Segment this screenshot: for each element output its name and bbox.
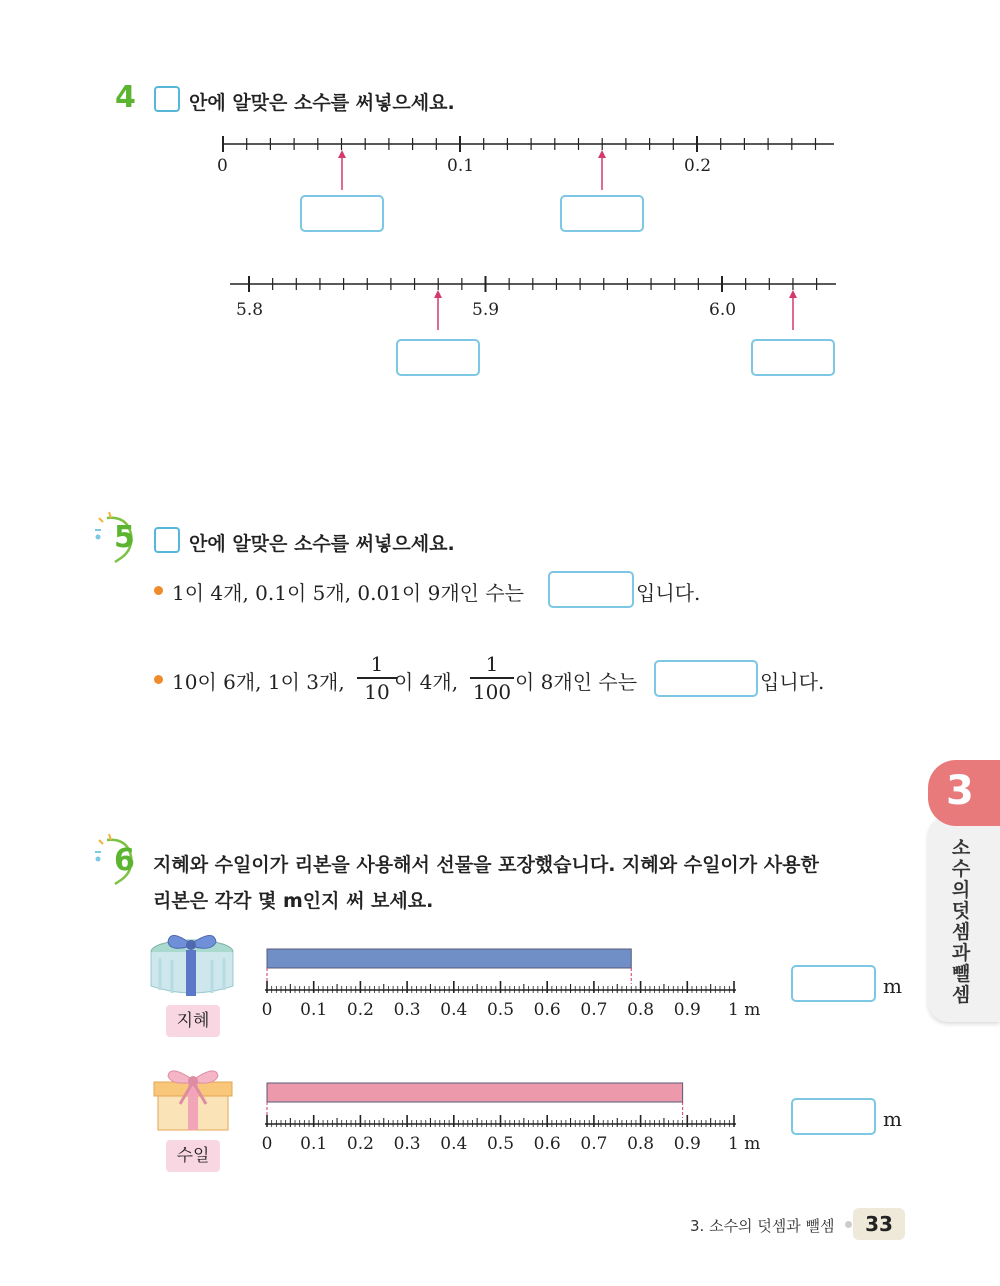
q5-item-2-part1: 10이 6개, 1이 3개, xyxy=(172,670,345,694)
ruler-tick-label: 0.8 xyxy=(627,1000,655,1020)
unit-label: m xyxy=(883,974,902,998)
question-4-number: 4 xyxy=(115,80,136,115)
ruler-tick-label: 0.3 xyxy=(393,1000,421,1020)
ruler-tick-label: 0.3 xyxy=(393,1134,421,1154)
ruler-tick-label: 0 xyxy=(261,1134,273,1154)
chapter-number: 3 xyxy=(946,768,974,814)
ruler-tick-label: 1 m xyxy=(728,1000,761,1020)
pointer-arrowhead xyxy=(434,290,442,298)
footer-chapter-text: 3. 소수의 덧셈과 뺄셈 xyxy=(690,1217,835,1235)
ribbon-bar xyxy=(267,1083,683,1102)
number-line-1-label: 0.1 xyxy=(447,156,475,176)
number-line-2-label: 6.0 xyxy=(709,300,737,320)
q5-item-1-suffix: 입니다. xyxy=(636,581,701,605)
q5-item-2-suffix: 입니다. xyxy=(760,670,825,694)
ribbon-bar xyxy=(267,949,631,968)
q5-answer-box-1[interactable] xyxy=(548,571,634,608)
ruler-tick-label: 0.1 xyxy=(300,1000,328,1020)
blank-box-icon xyxy=(154,527,180,553)
blank-box-icon xyxy=(154,86,180,112)
q6-answer-box-suil[interactable] xyxy=(791,1098,876,1135)
question-5-prompt: 안에 알맞은 소수를 써넣으세요. xyxy=(189,533,455,555)
ruler-tick-label: 0.2 xyxy=(346,1000,374,1020)
number-line-1-label: 0 xyxy=(217,156,228,176)
question-6-number: 6 xyxy=(114,843,135,878)
q4-answer-box-3[interactable] xyxy=(396,339,480,376)
ruler-tick-label: 0.5 xyxy=(486,1000,515,1020)
q6-answer-box-jihye[interactable] xyxy=(791,965,876,1002)
bullet-icon xyxy=(154,675,163,684)
chapter-title: 소수의 덧셈과 뺄셈 xyxy=(951,837,971,1006)
ruler-tick-label: 0.2 xyxy=(346,1134,374,1154)
ruler-tick-label: 1 m xyxy=(728,1134,761,1154)
question-5-number: 5 xyxy=(114,520,135,555)
ruler-tick-label: 0.9 xyxy=(673,1134,701,1154)
ruler-tick-label: 0.8 xyxy=(627,1134,655,1154)
ruler-tick-label: 0.6 xyxy=(533,1134,561,1154)
ruler-tick-label: 0.6 xyxy=(533,1000,561,1020)
number-line-2-label: 5.8 xyxy=(236,300,264,320)
fraction-one-tenth: 1 10 xyxy=(355,652,399,704)
q5-answer-box-2[interactable] xyxy=(654,660,758,697)
q4-answer-box-2[interactable] xyxy=(560,195,644,232)
q4-answer-box-1[interactable] xyxy=(300,195,384,232)
question-6-prompt-line-2: 리본은 각각 몇 m인지 써 보세요. xyxy=(153,890,434,912)
ruler-tick-label: 0.4 xyxy=(440,1000,468,1020)
number-line-2-label: 5.9 xyxy=(472,300,500,320)
q5-item-2-part3: 이 8개인 수는 xyxy=(515,670,638,694)
unit-label: m xyxy=(883,1107,902,1131)
ruler-tick-label: 0.7 xyxy=(580,1134,608,1154)
q5-item-2-part2: 이 4개, xyxy=(394,670,459,694)
ruler-tick-label: 0.9 xyxy=(673,1000,701,1020)
question-6-prompt-line-1: 지혜와 수일이가 리본을 사용해서 선물을 포장했습니다. 지혜와 수일이가 사용한 xyxy=(153,854,819,876)
chapter-side-tab xyxy=(928,760,1000,1022)
person-label-suil: 수일 xyxy=(166,1140,220,1172)
page-number: 33 xyxy=(853,1208,905,1240)
ruler-tick-label: 0.1 xyxy=(300,1134,328,1154)
ruler-tick-label: 0 xyxy=(261,1000,273,1020)
number-line-2 xyxy=(0,260,1000,340)
bullet-icon xyxy=(154,586,163,595)
pointer-arrowhead xyxy=(598,150,606,158)
ruler-tick-label: 0.5 xyxy=(486,1134,515,1154)
pointer-arrowhead xyxy=(338,150,346,158)
number-line-1 xyxy=(0,120,1000,200)
ruler-tick-label: 0.7 xyxy=(580,1000,608,1020)
fraction-one-hundredth: 1 100 xyxy=(468,652,516,704)
q4-answer-box-4[interactable] xyxy=(751,339,835,376)
number-line-1-label: 0.2 xyxy=(684,156,712,176)
pointer-arrowhead xyxy=(789,290,797,298)
footer-dot-icon xyxy=(845,1221,852,1228)
ruler-tick-label: 0.4 xyxy=(440,1134,468,1154)
person-label-jihye: 지혜 xyxy=(166,1005,220,1037)
question-4-prompt: 안에 알맞은 소수를 써넣으세요. xyxy=(189,92,455,114)
q5-item-1-text: 1이 4개, 0.1이 5개, 0.01이 9개인 수는 xyxy=(172,581,524,605)
